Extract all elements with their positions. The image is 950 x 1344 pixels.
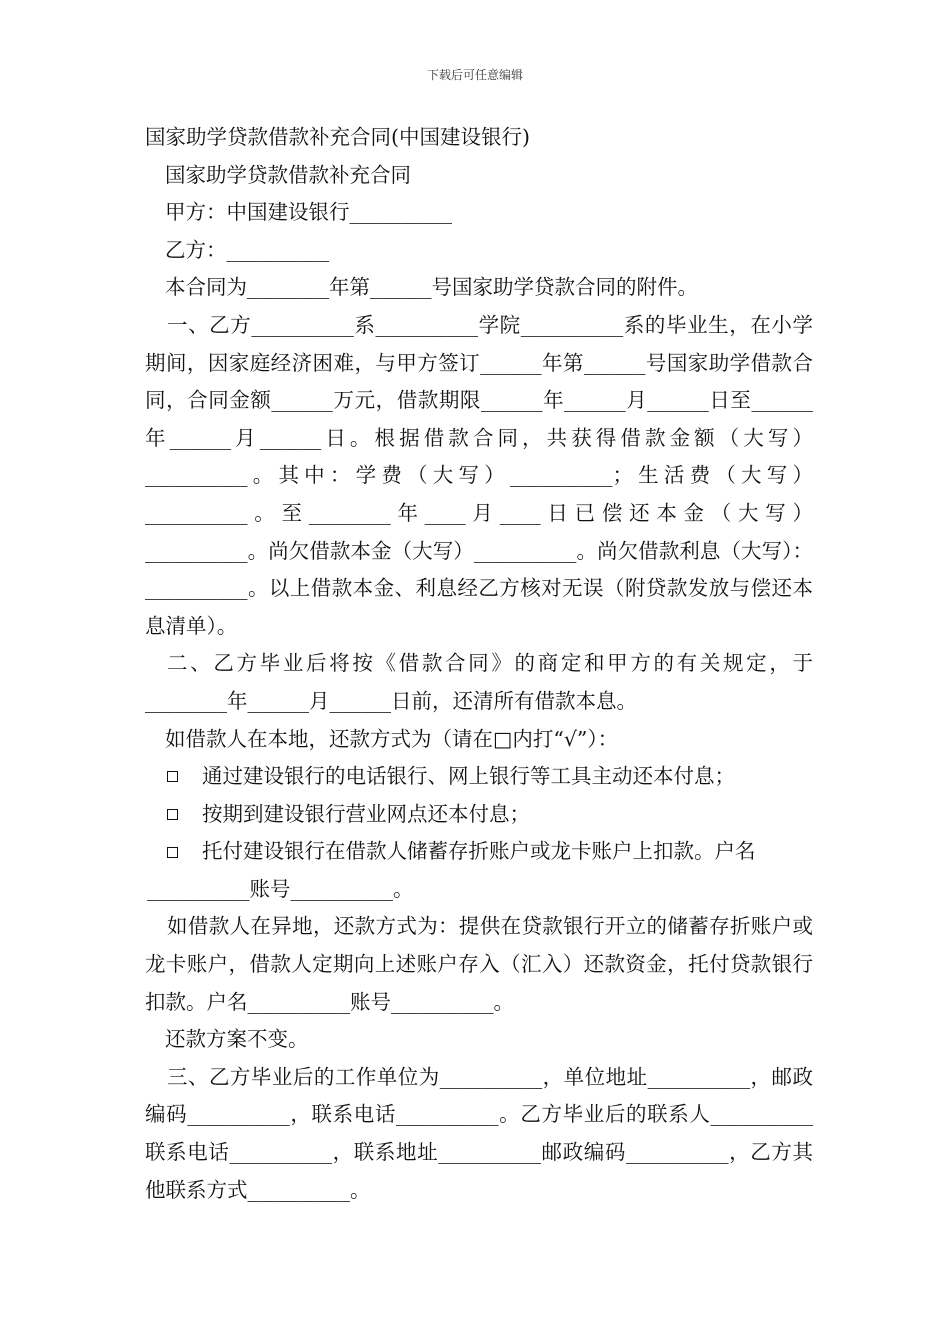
plan-unchanged: 还款方案不变。 (165, 1027, 309, 1052)
option-label: 托付建设银行在借款人储蓄存折账户或龙卡账户上扣款。户名__________账号__________。 (147, 839, 756, 901)
clause-one: 一、乙方__________系__________学院__________系的毕业生，在小学期间，因家庭经济困难，与甲方签订______年第______号国家助学借款合同，合同金额______万元，借款期限______年______月______日至______年______月______日。根据借款合同，共获得借款金额（大写）__________。其中：学费（大写）__________；生活费（大写）__________。至________年____月____日已偿还本金（大写）__________。尚欠借款本金（大写）__________。尚欠借款利息（大写）：__________。以上借款本金、利息经乙方核对无误（附贷款发放与偿还本息清单）。 (145, 312, 813, 638)
local-repayment-intro: 如借款人在本地，还款方式为（请在□内打“√”）： (165, 726, 619, 751)
option-label: 按期到建设银行营业网点还本付息； (202, 801, 530, 826)
party-b-line: 乙方：__________ (165, 237, 329, 262)
party-a-line: 甲方：中国建设银行__________ (165, 200, 452, 225)
header-note: 下载后可任意编辑 (426, 68, 523, 82)
contract-body (145, 119, 813, 1209)
checkbox-icon[interactable] (167, 809, 178, 820)
clause-three: 三、乙方毕业后的工作单位为__________，单位地址__________，邮政编码__________，联系电话__________。乙方毕业后的联系人__________联系电话__________，联系地址__________邮政编码__________，乙方其他联系方式__________。 (145, 1064, 813, 1202)
document-title: 国家助学贷款借款补充合同(中国建设银行) (145, 125, 530, 149)
option-label: 通过建设银行的电话银行、网上银行等工具主动还本付息； (202, 764, 735, 789)
clause-two: 二、乙方毕业后将按《借款合同》的商定和甲方的有关规定，于________年______月______日前，还清所有借款本息。 (145, 651, 813, 713)
document-subtitle: 国家助学贷款借款补充合同 (165, 162, 411, 187)
checkbox-icon[interactable] (167, 771, 178, 782)
repayment-option-2[interactable] (145, 796, 813, 834)
repayment-option-3[interactable] (145, 833, 813, 908)
intro-paragraph: 本合同为________年第______号国家助学贷款合同的附件。 (165, 275, 698, 300)
remote-repayment: 如借款人在异地，还款方式为：提供在贷款银行开立的储蓄存折账户或龙卡账户，借款人定期向上述账户存入（汇入）还款资金，托付贷款银行扣款。户名__________账号__________。 (145, 914, 813, 1014)
repayment-option-1[interactable] (145, 758, 813, 796)
